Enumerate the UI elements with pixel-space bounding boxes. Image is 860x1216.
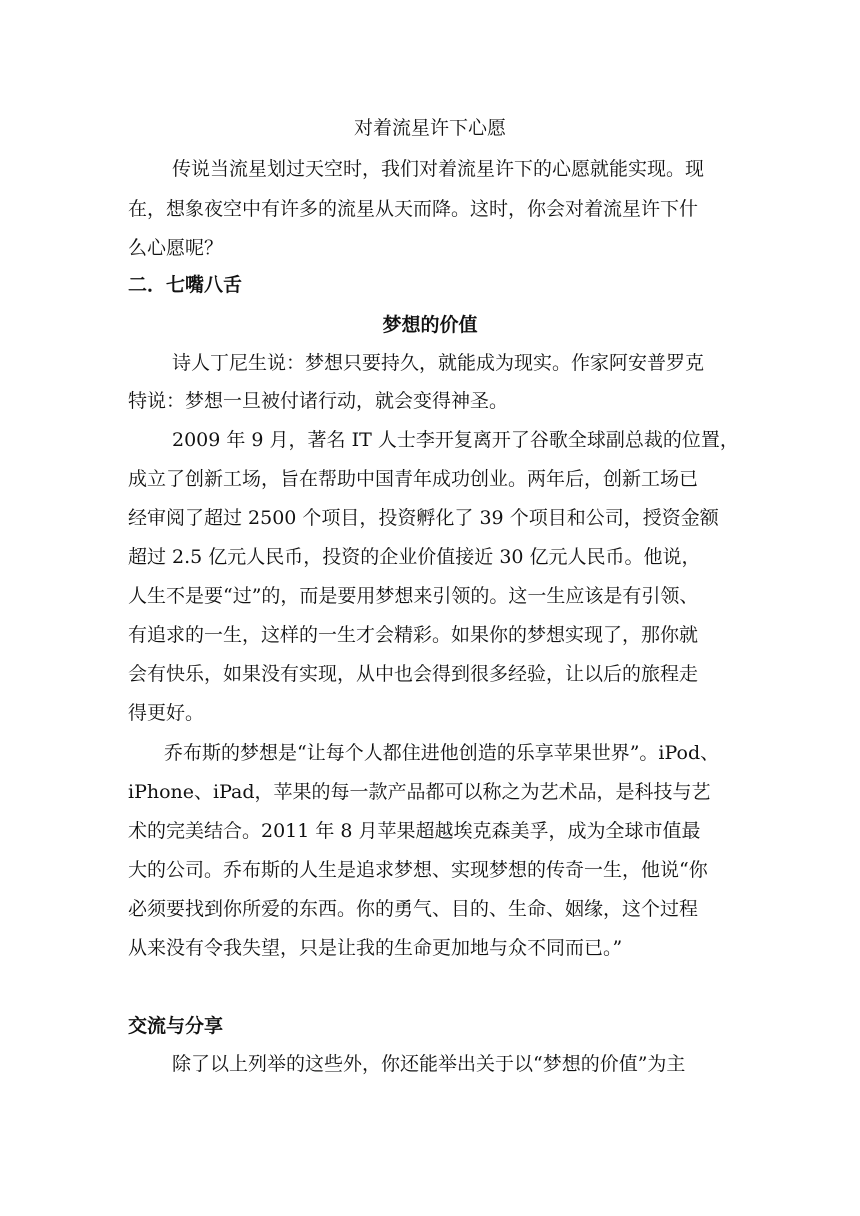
kaifu-paragraph-line: 会有快乐，如果没有实现，从中也会得到很多经验，让以后的旅程走 xyxy=(128,663,699,685)
intro-line: 传说当流星划过天空时，我们对着流星许下的心愿就能实现。现 xyxy=(172,158,705,180)
jobs-paragraph-line: 从来没有令我失望，只是让我的生命更加地与众不同而已。” xyxy=(128,937,623,959)
jobs-paragraph-line: 乔布斯的梦想是“让每个人都住进他创造的乐享苹果世界”。iPod、 xyxy=(164,742,720,764)
meteor-wish-title: 对着流星许下心愿 xyxy=(353,117,506,139)
kaifu-paragraph-line: 经审阅了超过 2500 个项目，投资孵化了 39 个项目和公司，授资金额 xyxy=(128,507,719,529)
section-heading-share: 交流与分享 xyxy=(128,1015,224,1037)
kaifu-paragraph-line: 人生不是要“过”的，而是要用梦想来引领的。这一生应该是有引领、 xyxy=(128,585,699,607)
section-heading-qizui: 二．七嘴八舌 xyxy=(128,274,243,296)
share-paragraph-line: 除了以上列举的这些外，你还能举出关于以“梦想的价值”为主 xyxy=(172,1053,686,1075)
jobs-paragraph-line: 术的完美结合。2011 年 8 月苹果超越埃克森美孚，成为全球市值最 xyxy=(128,820,701,842)
kaifu-paragraph-line: 有追求的一生，这样的一生才会精彩。如果你的梦想实现了，那你就 xyxy=(128,624,699,646)
kaifu-paragraph-line: 超过 2.5 亿元人民币，投资的企业价值接近 30 亿元人民币。他说， xyxy=(128,546,701,568)
jobs-paragraph-line: 必须要找到你所爱的东西。你的勇气、目的、生命、姻缘，这个过程 xyxy=(128,898,699,920)
jobs-paragraph-line: 大的公司。乔布斯的人生是追求梦想、实现梦想的传奇一生，他说“你 xyxy=(128,859,708,881)
quote-paragraph-line: 诗人丁尼生说：梦想只要持久，就能成为现实。作家阿安普罗克 xyxy=(172,352,705,374)
jobs-paragraph-line: iPhone、iPad，苹果的每一款产品都可以称之为艺术品，是科技与艺 xyxy=(128,781,711,803)
kaifu-paragraph-line: 成立了创新工场，旨在帮助中国青年成功创业。两年后，创新工场已 xyxy=(128,468,699,490)
intro-line: 在，想象夜空中有许多的流星从天而降。这时，你会对着流星许下什 xyxy=(128,198,699,220)
intro-line: 么心愿呢？ xyxy=(128,237,224,259)
dream-value-title: 梦想的价值 xyxy=(382,314,478,336)
quote-paragraph-line: 特说：梦想一旦被付诸行动，就会变得神圣。 xyxy=(128,390,509,412)
kaifu-paragraph-line: 2009 年 9 月，著名 IT 人士李开复离开了谷歌全球副总裁的位置， xyxy=(172,429,739,451)
kaifu-paragraph-line: 得更好。 xyxy=(128,702,205,724)
